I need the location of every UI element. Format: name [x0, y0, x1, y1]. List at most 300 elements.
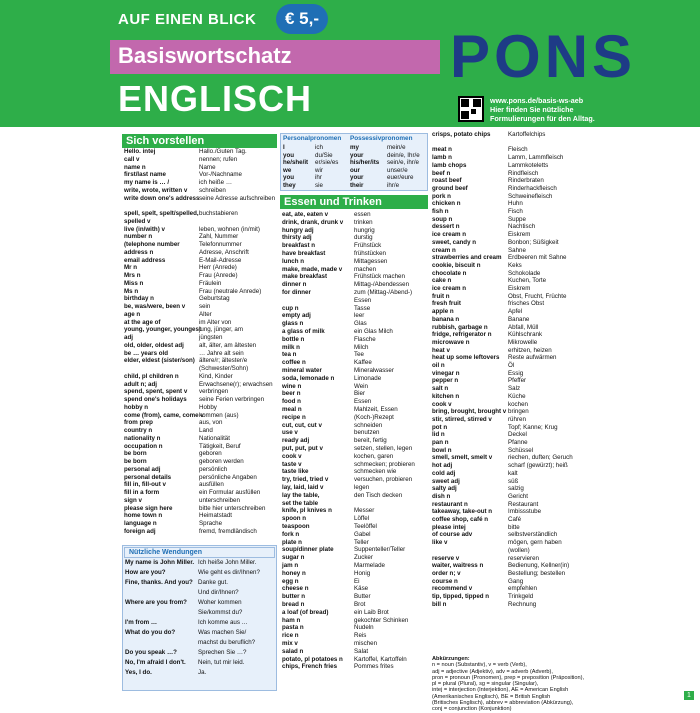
vocab-en: reserve v: [432, 554, 460, 562]
vocab-de: frühstücken: [354, 250, 386, 257]
vocab-en: number n: [124, 233, 153, 241]
vocab-en: name n: [124, 163, 146, 171]
pronomen-cell: ihr/e: [387, 182, 400, 189]
vocab-de: empfehlen: [508, 585, 537, 593]
vocab-en: from prep: [124, 419, 153, 427]
vocab-de: alt, älter, am ältesten: [199, 341, 257, 349]
pronomen-cell: you: [283, 151, 295, 159]
topline: AUF EINEN BLICK: [118, 11, 257, 28]
vocab-de: bringen: [508, 408, 529, 416]
vocab-de: Ja.: [198, 669, 207, 676]
vocab-de: Essen: [354, 398, 372, 406]
vocab-en: lunch n: [282, 257, 304, 265]
vocab-de: Kühlschrank: [508, 331, 543, 339]
vocab-de: Nein, tut mir leid.: [198, 659, 245, 666]
vocab-en: write down one's address: [124, 194, 200, 202]
vocab-en: rice n: [282, 632, 299, 640]
vocab-en: salt n: [432, 385, 449, 393]
pronomen-cell: I: [283, 144, 285, 151]
vocab-en: banana n: [432, 315, 460, 323]
vocab-en: ground beef: [432, 184, 468, 192]
vocab-en: occupation n: [124, 442, 163, 450]
vocab-de: Bonbon; Süßigkeit: [508, 238, 559, 246]
vocab-en: set the table: [282, 499, 319, 507]
vocab-de: Gabel: [354, 530, 371, 538]
vocab-en: restaurant n: [432, 500, 468, 508]
vocab-en: Yes, I do.: [125, 669, 152, 676]
vocab-en: of course adv: [432, 531, 473, 539]
vocab-de: ein Glas Milch: [354, 328, 393, 335]
vocab-en: home town n: [124, 512, 163, 520]
abbreviation-line: Abkürzungen:: [432, 656, 470, 662]
vocab-de: jung, jünger, am: [199, 326, 244, 334]
vocab-de: Pfeffer: [508, 377, 527, 385]
pronomen-cell: ihr: [315, 174, 322, 182]
vocab-de: kommen (aus): [199, 411, 239, 419]
vocab-en: I'm from …: [125, 619, 158, 626]
vocab-de: Bier: [354, 390, 366, 398]
vocab-de: Pfanne: [508, 439, 528, 446]
vocab-en: chips, French fries: [282, 663, 338, 671]
pronomen-cell: you: [283, 174, 295, 182]
vocab-en: put, put, put v: [282, 445, 323, 452]
vocab-en: spelled v: [124, 217, 151, 225]
section-sich-vorstellen: Sich vorstellen: [122, 134, 277, 148]
vocab-en: ice cream n: [432, 231, 467, 239]
abbreviation-line: conj = conjunction (Konjunktion): [432, 706, 512, 713]
vocab-de: verbringen: [199, 388, 229, 396]
vocab-en: sweet adj: [432, 477, 460, 485]
vocab-en: sweet, candy n: [432, 238, 477, 246]
vocab-en: smell, smelt, smelt v: [432, 454, 493, 462]
vocab-en: chocolate n: [432, 269, 467, 277]
vocab-en: elder, eldest (sister/son): [124, 357, 195, 365]
vocab-de: Land: [199, 427, 213, 434]
vocab-de: Topf; Kanne; Krug: [508, 423, 558, 431]
vocab-de: ältere/r; ältester/e: [199, 357, 248, 365]
vocab-de: Hallo./Guten Tag.: [199, 148, 247, 155]
vocab-en: lid n: [432, 431, 445, 439]
vocab-de: rühren: [508, 415, 526, 423]
vocab-en: spell, spelt, spelt/spelled,: [124, 210, 199, 217]
vocab-en: pot n: [432, 423, 448, 431]
vocab-de: Löffel: [354, 515, 370, 523]
vocab-en: young, younger, youngest: [124, 326, 202, 334]
pronomen-cell: sein/e, ihr/e: [387, 159, 419, 167]
vocab-en: spoon n: [282, 515, 307, 523]
vocab-de: Sprechen Sie …?: [198, 649, 247, 656]
vocab-de: ausfüllen: [199, 481, 224, 489]
vocab-en: foreign adj: [124, 527, 156, 535]
vocab-en: Miss n: [124, 279, 144, 287]
vocab-en: cookie, biscuit n: [432, 261, 481, 269]
qr-code-icon[interactable]: [458, 96, 484, 122]
vocab-de: Schokolade: [508, 269, 541, 277]
vocab-de: Glas: [354, 320, 367, 328]
vocab-de: Mittag-/Abendessen: [354, 281, 410, 289]
vocab-en: sign v: [124, 496, 142, 504]
vocab-de: Salat: [354, 647, 369, 655]
vocab-de: Kartoffelchips: [508, 131, 546, 138]
vocab-en: child, pl children n: [124, 372, 179, 380]
vocab-en: nationality n: [124, 434, 161, 442]
vocab-de: selbstverständlich: [508, 531, 558, 539]
vocab-en: have breakfast: [282, 250, 326, 257]
vocab-de: Frau (Anrede): [199, 272, 238, 279]
pronomen-cell: your: [350, 174, 364, 182]
pronomen-possessiv-label: Possessivpronomen: [350, 135, 413, 142]
pronomen-cell: wir: [315, 166, 323, 174]
abbreviation-line: n = noun (Substantiv), v = verb (Verb),: [432, 662, 527, 669]
vocab-en: jam n: [282, 562, 299, 569]
vocab-de: Danke gut.: [198, 579, 228, 586]
vocab-de: seine Adresse aufschreiben: [199, 194, 276, 202]
vocab-en: bread n: [282, 601, 305, 608]
vocab-de: Frühstück: [354, 242, 382, 250]
vocab-de: aus, von: [199, 419, 223, 427]
vocab-de: Name: [199, 163, 216, 171]
vocab-en: be … years old: [124, 349, 169, 357]
vocab-de: mischen: [354, 640, 378, 647]
vocab-en: drink, drank, drunk v: [282, 218, 344, 226]
vocab-en: What do you do?: [125, 629, 176, 636]
vocab-en: beer n: [282, 390, 301, 398]
vocab-en: old, older, oldest adj: [124, 341, 184, 349]
vocab-en: Hello. intej: [124, 148, 156, 155]
vocab-de: salzig: [508, 485, 524, 493]
vocab-en: dinner n: [282, 281, 307, 289]
abbreviations: [432, 656, 682, 713]
vocab-de: ich heiße …: [199, 179, 233, 186]
vocab-de: kalt: [508, 469, 518, 477]
vocab-en: glass n: [282, 320, 304, 328]
pronomen-cell: ich: [315, 144, 323, 151]
vocab-de: Apfel: [508, 308, 523, 316]
vocab-en: kitchen n: [432, 392, 460, 400]
vocab-en: coffee n: [282, 359, 306, 367]
abbreviation-line: (Britisches Englisch), abbrev = abbreviation (Abkürzung),: [432, 700, 574, 707]
vocab-de: durstig: [354, 234, 373, 242]
vocab-en: please sign here: [124, 504, 173, 512]
vocab-de: Lamm, Lammfleisch: [508, 154, 564, 162]
vocab-de: im Alter von: [199, 318, 232, 326]
page-number: 1: [684, 691, 694, 700]
vocab-de: Nationalität: [199, 434, 230, 442]
vocab-en: make breakfast: [282, 273, 328, 281]
vocab-de: legen: [354, 484, 370, 491]
vocab-en: hobby n: [124, 403, 149, 411]
vocab-en: (telephone number: [124, 241, 180, 248]
vocab-en: honey n: [282, 569, 306, 577]
vocab-en: fruit n: [432, 292, 450, 300]
vocab-en: use v: [282, 429, 298, 437]
vocab-en: taste v: [282, 460, 302, 468]
vocab-de: Suppe: [508, 215, 526, 223]
vocab-de: persönlich: [199, 465, 228, 473]
vocab-en: soup n: [432, 215, 453, 223]
vocab-en: coffee shop, café n: [432, 516, 489, 523]
vocab-en: cheese n: [282, 585, 309, 593]
vocab-de: geboren werden: [199, 458, 244, 465]
vocab-de: leer: [354, 312, 365, 320]
vocab-de: Küche: [508, 392, 526, 400]
vocab-de: Rinderhackfleisch: [508, 184, 557, 192]
vocab-de: frisches Obst: [508, 300, 545, 308]
abbreviation-line: intej = interjection (Interjektion), AE = American English: [432, 687, 569, 694]
pronomen-cell: his/her/its: [350, 159, 380, 167]
vocab-en: mix v: [282, 640, 298, 647]
vocab-en: cold adj: [432, 469, 456, 477]
pronomen-cell: my: [350, 144, 359, 151]
vocab-en: thirsty adj: [282, 234, 312, 242]
vocab-de: schneiden: [354, 421, 383, 429]
vocab-de: Ei: [354, 577, 360, 585]
vocab-de: Mittagessen: [354, 257, 388, 265]
vocab-de: machen: [354, 265, 377, 273]
vocab-en: cup n: [282, 304, 299, 312]
vocab-de: Mikrowelle: [508, 338, 538, 346]
vocab-en: butter n: [282, 593, 306, 601]
vocab-de: Nudeln: [354, 624, 374, 632]
vocab-de: scharf (gewürzt); heiß: [508, 462, 568, 470]
vocab-en: lay the table,: [282, 491, 320, 499]
vocab-de: Heimatstadt: [199, 512, 233, 520]
vocab-en: be born: [124, 450, 147, 458]
vocab-de: Zucker: [354, 554, 373, 562]
pronomen-cell: er/sie/es: [315, 159, 339, 167]
vocab-en: fill in a form: [124, 489, 160, 496]
vocab-en: hot adj: [432, 462, 453, 470]
vocab-en: fish n: [432, 208, 449, 215]
vocab-en: spend one's holidays: [124, 396, 187, 403]
vocab-de: Imbissstube: [508, 508, 542, 516]
vocab-en: be, was/were, been v: [124, 303, 186, 310]
vocab-de: Obst, Frucht, Früchte: [508, 292, 567, 300]
vocab-de: Mineralwasser: [354, 367, 394, 374]
vocab-en: potato, pl potatoes n: [282, 655, 343, 663]
vocab-de: Teller: [354, 538, 369, 546]
abbreviation-line: pron = pronoun (Pronomen), prep = preposition (Präposition),: [432, 674, 585, 681]
vocab-en: cream n: [432, 246, 456, 254]
vocab-en: stir, stirred, stirred v: [432, 415, 492, 423]
vocab-en: food n: [282, 398, 301, 406]
vocab-en: wine n: [282, 382, 302, 390]
vocab-en: pepper n: [432, 377, 459, 385]
vocab-en: empty adj: [282, 312, 311, 320]
vocab-en: course n: [432, 577, 458, 585]
vocab-en: oil n: [432, 362, 445, 369]
vocab-en: ham n: [282, 616, 301, 624]
vocab-en: a loaf (of bread): [282, 608, 329, 616]
vocab-en: birthday n: [124, 295, 154, 303]
vocab-de: Gericht: [508, 492, 528, 500]
vocab-de: mögen, gern haben: [508, 539, 562, 547]
vocab-de: ein Formular ausfüllen: [199, 489, 261, 496]
vocab-de: Öl: [508, 362, 515, 369]
qr-text: [490, 96, 690, 123]
pronomen-cell: he/she/it: [283, 159, 309, 167]
vocab-en: soup/dinner plate: [282, 546, 334, 554]
vocab-de: Vor-/Nachname: [199, 171, 242, 179]
vocab-de: Rindfleisch: [508, 169, 539, 177]
vocab-en: waiter, waitress n: [432, 562, 484, 570]
vocab-de: kochen, garen: [354, 452, 394, 460]
vocab-de: Woher kommen: [198, 599, 242, 606]
vocab-en: ready adj: [282, 437, 310, 445]
vocab-en: beef n: [432, 169, 451, 177]
vocab-de: seine Ferien verbringen: [199, 396, 265, 403]
vocab-de: Ich heiße John Miller.: [198, 559, 257, 566]
vocab-de: Herr (Anrede): [199, 264, 237, 272]
qr-note-2: Formulierungen für den Alltag.: [490, 114, 595, 123]
vocab-de: Was machen Sie/: [198, 629, 247, 636]
vocab-de: E-Mail-Adresse: [199, 256, 242, 264]
vocab-en: adj: [124, 334, 133, 341]
vocab-de: Salz: [508, 385, 521, 393]
vocab-en: adult n; adj: [124, 380, 157, 388]
section-essen: Essen und Trinken: [280, 195, 428, 209]
vocab-de: schmecken; probieren: [354, 460, 415, 468]
vocab-en: dish n: [432, 492, 451, 500]
vocab-en: spend, spent, spent v: [124, 388, 188, 396]
vocab-en: Do you speak …?: [125, 649, 177, 656]
vocab-de: Huhn: [508, 200, 523, 208]
vocab-de: Wein: [354, 382, 368, 390]
vocab-en: fresh fruit: [432, 300, 461, 308]
vocab-de: Eiskrem: [508, 231, 531, 239]
vocab-de: Mahlzeit, Essen: [354, 406, 398, 413]
vocab-en: lay, laid, laid v: [282, 484, 324, 491]
vocab-de: bitte: [508, 523, 520, 531]
vocab-en: crisps, potato chips: [432, 131, 491, 138]
vocab-de: geboren: [199, 450, 222, 458]
vocab-de: Fräulein: [199, 279, 222, 287]
vocab-de: Kartoffel, Kartoffeln: [354, 655, 407, 663]
vocab-de: Schüssel: [508, 446, 534, 454]
vocab-en: rubbish, garbage n: [432, 323, 488, 331]
vocab-en: teaspoon: [282, 523, 310, 530]
vocab-de: Hobby: [199, 403, 217, 411]
vocab-en: for dinner: [282, 289, 311, 296]
abbreviation-line: pl = plural (Plural), sg = singular (Singular),: [432, 681, 539, 688]
vocab-en: language n: [124, 520, 157, 527]
vocab-de: (wollen): [508, 546, 530, 554]
vocab-de: nennen; rufen: [199, 155, 238, 163]
pronomen-cell: mein/e: [387, 144, 406, 151]
vocab-de: Reste aufwärmen: [508, 354, 557, 362]
vocab-de: ein Laib Brot: [354, 608, 389, 616]
vocab-en: tea n: [282, 351, 297, 359]
vocab-de: versuchen, probieren: [354, 476, 413, 484]
vocab-en: eat, ate, eaten v: [282, 211, 329, 218]
vocab-de: Restaurant: [508, 500, 539, 508]
vocab-de: Milch: [354, 343, 369, 351]
vocab-en: bowl n: [432, 446, 452, 454]
vocab-en: meat n: [432, 146, 452, 154]
vocab-de: Wie geht es dir/Ihnen?: [198, 569, 260, 576]
vocab-en: make, made, made v: [282, 265, 343, 273]
vocab-de: leben, wohnen (in/mit): [199, 225, 260, 233]
vocab-de: Käse: [354, 585, 369, 593]
vocab-de: Schweinefleisch: [508, 192, 553, 200]
vocab-en: dessert n: [432, 223, 460, 231]
vocab-de: Kuchen, Torte: [508, 277, 547, 285]
vocab-en: fork n: [282, 530, 300, 538]
vocab-en: egg n: [282, 577, 299, 585]
pronomen-cell: du/Sie: [315, 151, 333, 159]
vocab-de: Und dir/Ihnen?: [198, 589, 239, 596]
vocab-en: heat up some leftovers: [432, 354, 500, 362]
vocab-en: roast beef: [432, 177, 462, 185]
vocab-de: benutzen: [354, 429, 380, 437]
vocab-de: persönliche Angaben: [199, 473, 257, 481]
vocab-en: please intej: [432, 523, 466, 531]
vocab-de: Rechnung: [508, 600, 537, 608]
vocab-en: taste like: [282, 468, 309, 476]
vocab-en: address n: [124, 248, 154, 256]
vocab-de: bitte hier unterschreiben: [199, 504, 266, 512]
vocab-en: hungry adj: [282, 226, 314, 234]
vocab-de: Keks: [508, 261, 522, 269]
vocab-de: Geburtstag: [199, 295, 230, 303]
vocab-de: Sahne: [508, 246, 526, 254]
vocab-en: sugar n: [282, 554, 305, 562]
vocab-de: Adresse, Anschrift: [199, 248, 249, 256]
vocab-de: Brot: [354, 601, 366, 608]
vocab-de: Fisch: [508, 208, 523, 215]
vocab-de: machst du beruflich?: [198, 639, 256, 646]
vocab-de: Sprache: [199, 520, 223, 527]
vocab-en: strawberries and cream: [432, 254, 502, 262]
vocab-de: Frühstück machen: [354, 273, 405, 281]
vocab-de: Deckel: [508, 431, 527, 439]
vocab-en: meal n: [282, 406, 302, 413]
vocab-de: Essen: [354, 296, 372, 304]
vocab-en: Mr n: [124, 264, 138, 272]
vocab-en: plate n: [282, 538, 302, 546]
vocab-de: Banane: [508, 315, 530, 323]
qr-note-1: Hier finden Sie nützliche: [490, 105, 574, 114]
vocab-en: takeaway, take-out n: [432, 508, 493, 516]
section-wendungen: Nützliche Wendungen: [124, 547, 275, 558]
vocab-de: Gang: [508, 577, 524, 585]
vocab-de: Abfall, Müll: [508, 323, 539, 331]
vocab-de: Reis: [354, 632, 367, 640]
vocab-de: schreiben: [199, 186, 226, 194]
vocab-en: bring, brought, brought v: [432, 408, 507, 416]
vocab-de: Fleisch: [508, 146, 528, 154]
qr-url[interactable]: www.pons.de/basis-ws-aeb: [490, 96, 584, 105]
pronomen-cell: they: [283, 182, 296, 189]
vocab-de: Sie/kommst du?: [198, 609, 243, 616]
vocab-en: my name is … /: [124, 179, 170, 186]
vocab-de: Teelöffel: [354, 523, 377, 530]
vocab-de: schmecken wie: [354, 468, 397, 476]
vocab-de: erhitzen, heizen: [508, 346, 552, 354]
vocab-en: cook v: [282, 452, 302, 460]
vocab-en: age n: [124, 310, 141, 318]
pronomen-cell: euer/eure: [387, 174, 414, 182]
title: ENGLISCH: [118, 78, 313, 119]
vocab-de: süß: [508, 477, 519, 485]
vocab-en: recommend v: [432, 585, 473, 593]
vocab-en: pork n: [432, 192, 451, 200]
vocab-de: (Koch-)Rezept: [354, 413, 394, 421]
vocab-en: pasta n: [282, 624, 304, 632]
vocab-en: microwave n: [432, 338, 470, 346]
vocab-en: breakfast n: [282, 242, 316, 250]
vocab-de: buchstabieren: [199, 210, 238, 217]
